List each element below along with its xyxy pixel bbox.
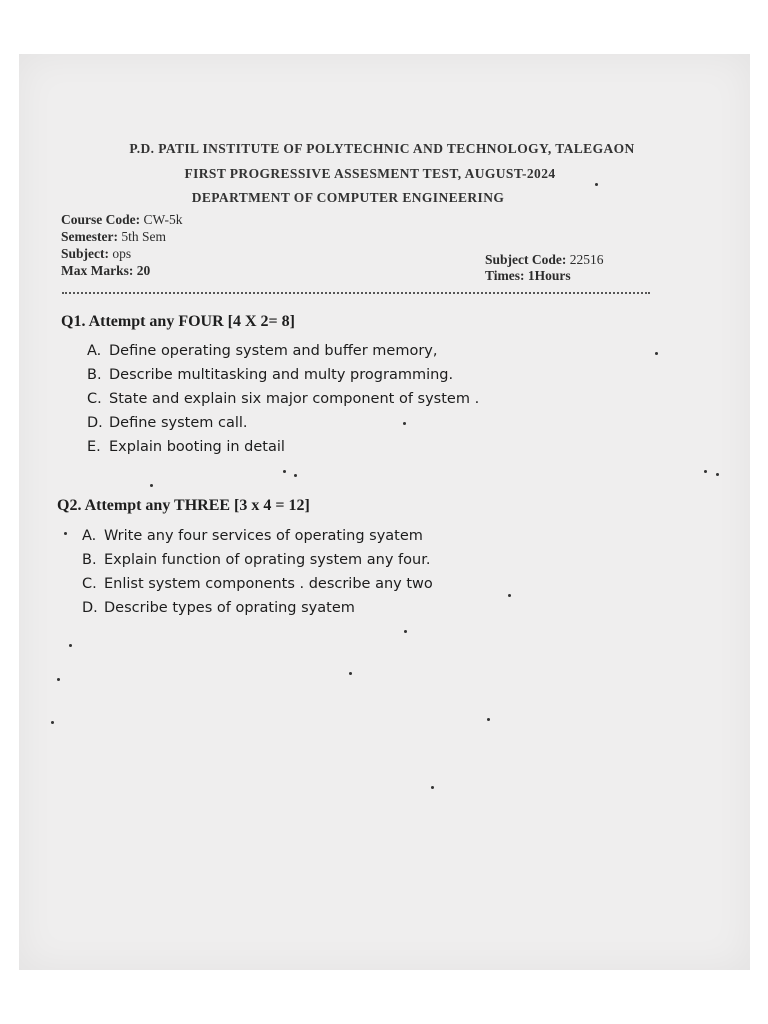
scan-speck xyxy=(508,594,511,597)
subject-code-value: 22516 xyxy=(569,252,604,267)
q2-item-a-letter: A. xyxy=(82,528,97,544)
q1-item-d-letter: D. xyxy=(87,415,103,431)
scan-speck xyxy=(283,470,286,473)
q2-item-d-letter: D. xyxy=(82,600,98,616)
q2-item-b xyxy=(82,548,433,572)
department-name: DEPARTMENT OF COMPUTER ENGINEERING xyxy=(191,190,505,205)
test-title: FIRST PROGRESSIVE ASSESMENT TEST, AUGUST-2024 xyxy=(184,166,556,181)
times-label: Times: xyxy=(485,268,525,283)
q1-item-d xyxy=(87,411,479,435)
course-code-label: Course Code: xyxy=(61,212,141,227)
q2-item-c-letter: C. xyxy=(82,576,97,592)
scan-speck xyxy=(51,721,54,724)
institute-name: P.D. PATIL INSTITUTE OF POLYTECHNIC AND TECHNOLOGY, TALEGAON xyxy=(129,141,635,156)
scan-speck xyxy=(716,473,719,476)
scan-speck xyxy=(64,532,67,535)
q1-item-e xyxy=(87,435,479,459)
scan-speck xyxy=(404,630,407,633)
q2-list xyxy=(82,524,433,620)
course-code xyxy=(61,211,183,229)
q2-item-c xyxy=(82,572,433,596)
semester xyxy=(61,228,166,246)
scan-speck xyxy=(655,352,658,355)
q1-item-a xyxy=(87,339,479,363)
q1-item-a-letter: A. xyxy=(87,343,102,359)
q1-item-b-text: Describe multitasking and multy programming. xyxy=(109,367,454,383)
course-code-value: CW-5k xyxy=(143,212,183,227)
scan-speck xyxy=(349,672,352,675)
times xyxy=(485,267,571,285)
q2-item-b-letter: B. xyxy=(82,552,97,568)
subject-code-label: Subject Code: xyxy=(485,252,567,267)
q1-item-c xyxy=(87,387,479,411)
q2-item-b-text: Explain function of oprating system any four. xyxy=(104,552,431,568)
scan-speck xyxy=(150,484,153,487)
q2-item-a xyxy=(82,524,433,548)
q1-list xyxy=(87,339,479,459)
semester-label: Semester: xyxy=(61,229,118,244)
max-marks-value: 20 xyxy=(136,263,151,278)
scan-speck xyxy=(69,644,72,647)
scan-speck xyxy=(487,718,490,721)
q2-heading: Q2. Attempt any THREE [3 x 4 = 12] xyxy=(57,497,310,514)
q2-item-a-text: Write any four services of operating syatem xyxy=(104,528,423,544)
subject xyxy=(61,245,131,263)
q1-item-d-text: Define system call. xyxy=(109,415,248,431)
q1-item-c-text: State and explain six major component of system . xyxy=(109,391,480,407)
q1-item-e-letter: E. xyxy=(87,439,101,455)
scan-speck xyxy=(704,470,707,473)
q1-item-c-letter: C. xyxy=(87,391,102,407)
max-marks xyxy=(61,262,150,280)
q1-item-a-text: Define operating system and buffer memory, xyxy=(109,343,438,359)
subject-value: ops xyxy=(112,246,132,261)
scan-speck xyxy=(57,678,60,681)
max-marks-label: Max Marks: xyxy=(61,263,134,278)
scan-speck xyxy=(431,786,434,789)
scan-speck xyxy=(403,422,406,425)
scan-speck xyxy=(294,474,297,477)
q1-heading: Q1. Attempt any FOUR [4 X 2= 8] xyxy=(61,313,295,330)
q2-item-d-text: Describe types of oprating syatem xyxy=(104,600,355,616)
q1-item-b-letter: B. xyxy=(87,367,102,383)
subject-label: Subject: xyxy=(61,246,109,261)
scan-speck xyxy=(595,183,598,186)
semester-value: 5th Sem xyxy=(121,229,166,244)
times-value: 1Hours xyxy=(527,268,571,283)
q1-item-b xyxy=(87,363,479,387)
q2-item-d xyxy=(82,596,433,620)
dotted-divider xyxy=(62,292,650,294)
q1-item-e-text: Explain booting in detail xyxy=(109,439,285,455)
q2-item-c-text: Enlist system components . describe any two xyxy=(104,576,433,592)
